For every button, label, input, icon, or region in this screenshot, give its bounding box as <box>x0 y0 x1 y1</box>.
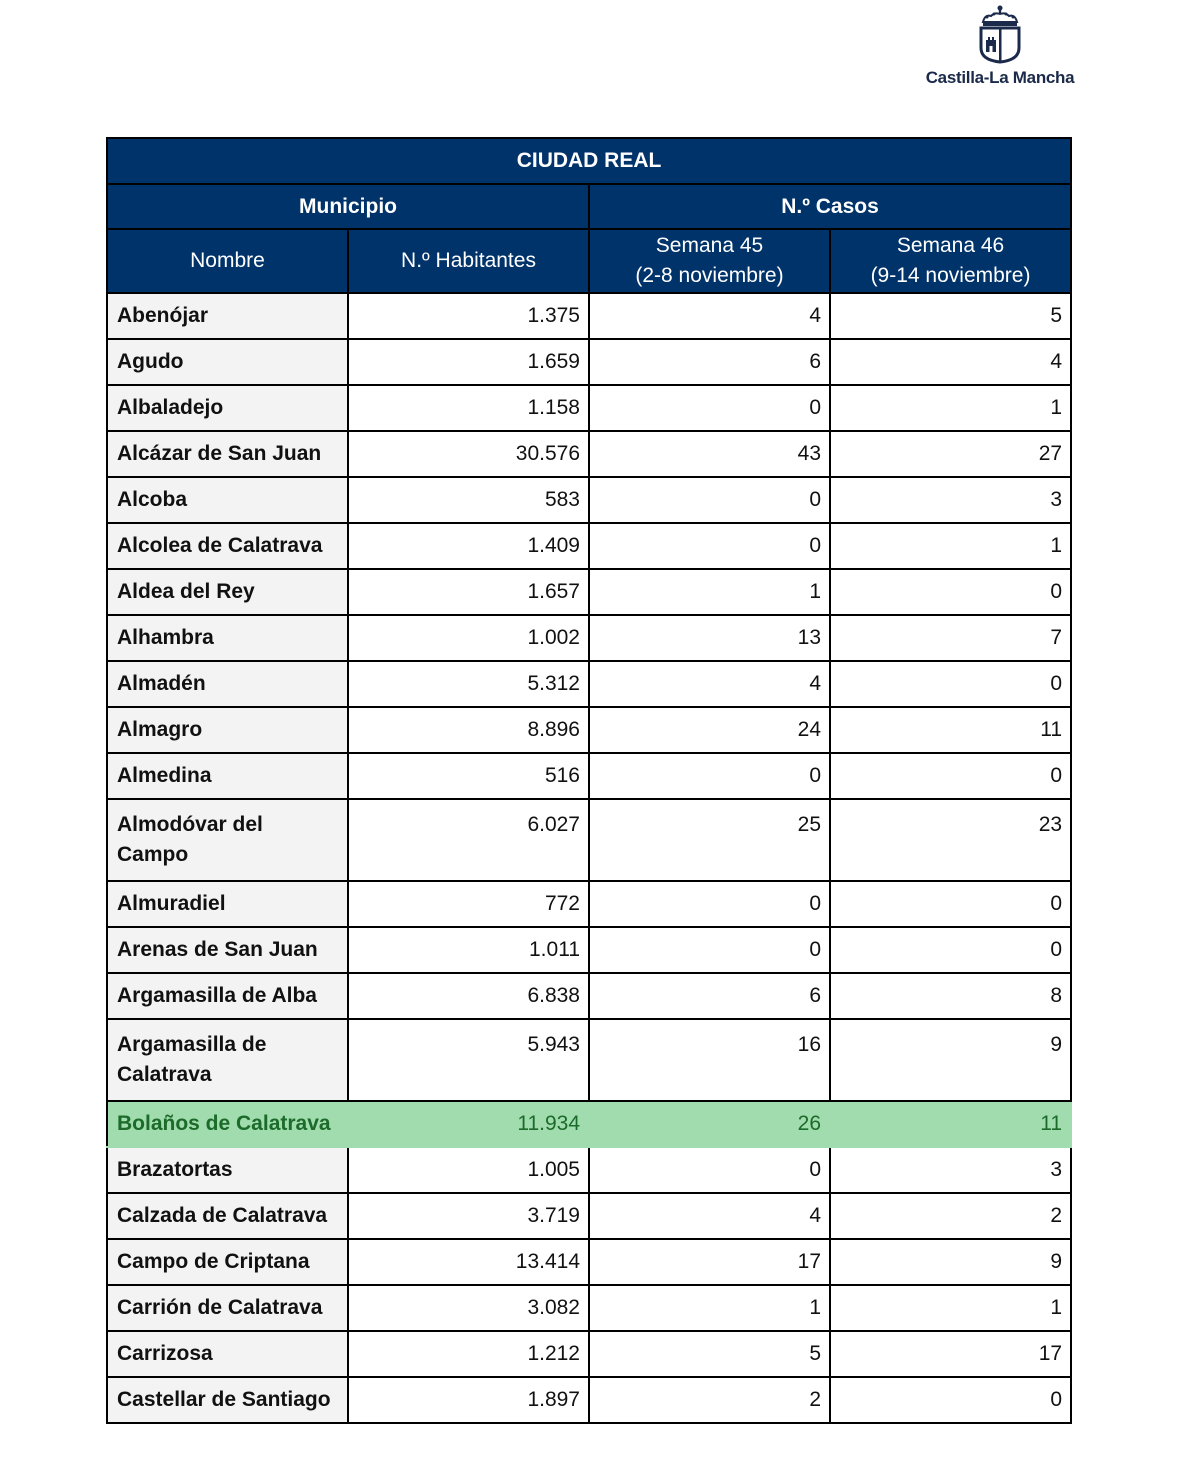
table-row <box>107 1239 1071 1285</box>
semana45-cases-cell: 25 <box>589 799 830 881</box>
semana45-column-header <box>589 229 830 293</box>
habitantes-cell: 1.158 <box>348 385 589 431</box>
semana46-cases-cell: 17 <box>830 1331 1071 1377</box>
semana46-cases-cell: 27 <box>830 431 1071 477</box>
municipio-name-cell: Castellar de Santiago <box>107 1377 348 1423</box>
semana45-cases-cell: 2 <box>589 1377 830 1423</box>
semana45-cases-cell: 0 <box>589 523 830 569</box>
semana45-cases-cell: 6 <box>589 339 830 385</box>
habitantes-cell: 772 <box>348 881 589 927</box>
table-row <box>107 973 1071 1019</box>
nombre-column-header: Nombre <box>107 229 348 293</box>
municipio-name-cell: Almagro <box>107 707 348 753</box>
logo-text: Castilla-La Mancha <box>925 68 1075 87</box>
table-body <box>107 293 1071 1423</box>
habitantes-cell: 5.312 <box>348 661 589 707</box>
semana46-cases-cell: 1 <box>830 523 1071 569</box>
semana46-cases-cell: 4 <box>830 339 1071 385</box>
semana45-cases-cell: 24 <box>589 707 830 753</box>
semana46-cases-cell: 0 <box>830 661 1071 707</box>
habitantes-cell: 5.943 <box>348 1019 589 1101</box>
semana46-cases-cell: 0 <box>830 569 1071 615</box>
municipio-name-cell: Almedina <box>107 753 348 799</box>
table-row <box>107 799 1071 881</box>
municipio-name-cell: Carrizosa <box>107 1331 348 1377</box>
semana45-cases-cell: 4 <box>589 293 830 339</box>
municipio-name-cell: Carrión de Calatrava <box>107 1285 348 1331</box>
cases-table-container <box>106 137 1070 1424</box>
table-row <box>107 293 1071 339</box>
habitantes-cell: 1.409 <box>348 523 589 569</box>
habitantes-cell: 1.897 <box>348 1377 589 1423</box>
habitantes-cell: 1.659 <box>348 339 589 385</box>
semana45-cases-cell: 0 <box>589 385 830 431</box>
habitantes-cell: 583 <box>348 477 589 523</box>
table-row <box>107 385 1071 431</box>
semana45-cases-cell: 16 <box>589 1019 830 1101</box>
table-row <box>107 753 1071 799</box>
table-row <box>107 477 1071 523</box>
municipio-name-cell: Alhambra <box>107 615 348 661</box>
habitantes-cell: 516 <box>348 753 589 799</box>
table-row <box>107 1377 1071 1423</box>
semana46-cases-cell: 0 <box>830 927 1071 973</box>
semana46-cases-cell: 9 <box>830 1019 1071 1101</box>
semana46-cases-cell: 9 <box>830 1239 1071 1285</box>
table-row <box>107 523 1071 569</box>
table-row <box>107 569 1071 615</box>
table-row <box>107 707 1071 753</box>
habitantes-cell: 11.934 <box>348 1101 589 1147</box>
habitantes-cell: 1.657 <box>348 569 589 615</box>
semana46-cases-cell: 3 <box>830 1147 1071 1193</box>
table-row <box>107 615 1071 661</box>
cases-table <box>106 137 1072 1424</box>
semana45-cases-cell: 0 <box>589 753 830 799</box>
municipio-name-cell: Alcoba <box>107 477 348 523</box>
semana45-cases-cell: 0 <box>589 927 830 973</box>
municipio-name-cell: Argamasilla de Alba <box>107 973 348 1019</box>
municipio-name-cell: Arenas de San Juan <box>107 927 348 973</box>
table-row <box>107 881 1071 927</box>
habitantes-cell: 1.011 <box>348 927 589 973</box>
municipio-name-cell: Campo de Criptana <box>107 1239 348 1285</box>
semana45-cases-cell: 4 <box>589 1193 830 1239</box>
municipio-group-header: Municipio <box>107 184 589 229</box>
semana45-cases-cell: 1 <box>589 569 830 615</box>
habitantes-cell: 3.082 <box>348 1285 589 1331</box>
table-row <box>107 339 1071 385</box>
semana46-cases-cell: 3 <box>830 477 1071 523</box>
habitantes-cell: 1.005 <box>348 1147 589 1193</box>
table-row <box>107 1193 1071 1239</box>
semana46-label: Semana 46 <box>896 234 1005 257</box>
municipio-name-cell: Calzada de Calatrava <box>107 1193 348 1239</box>
semana46-cases-cell: 0 <box>830 1377 1071 1423</box>
semana46-cases-cell: 0 <box>830 881 1071 927</box>
municipio-name-cell: Almadén <box>107 661 348 707</box>
municipio-name-cell: Agudo <box>107 339 348 385</box>
semana45-cases-cell: 17 <box>589 1239 830 1285</box>
table-row <box>107 431 1071 477</box>
semana45-cases-cell: 1 <box>589 1285 830 1331</box>
semana46-cases-cell: 23 <box>830 799 1071 881</box>
municipio-name-cell: Almuradiel <box>107 881 348 927</box>
semana45-cases-cell: 0 <box>589 477 830 523</box>
semana46-cases-cell: 11 <box>830 1101 1071 1147</box>
table-row <box>107 1019 1071 1101</box>
municipio-name-cell: Albaladejo <box>107 385 348 431</box>
semana46-cases-cell: 8 <box>830 973 1071 1019</box>
semana46-cases-cell: 11 <box>830 707 1071 753</box>
municipio-name-cell: Aldea del Rey <box>107 569 348 615</box>
habitantes-cell: 1.375 <box>348 293 589 339</box>
semana46-cases-cell: 7 <box>830 615 1071 661</box>
table-row <box>107 1331 1071 1377</box>
castle-crown-icon <box>975 4 1025 64</box>
semana46-cases-cell: 1 <box>830 1285 1071 1331</box>
habitantes-cell: 3.719 <box>348 1193 589 1239</box>
table-row <box>107 1101 1071 1147</box>
table-row <box>107 661 1071 707</box>
semana45-dates: (2-8 noviembre) <box>635 264 784 287</box>
municipio-name-cell: Alcázar de San Juan <box>107 431 348 477</box>
table-row <box>107 1147 1071 1193</box>
municipio-name-cell: Abenójar <box>107 293 348 339</box>
habitantes-column-header: N.º Habitantes <box>348 229 589 293</box>
habitantes-cell: 8.896 <box>348 707 589 753</box>
semana45-cases-cell: 43 <box>589 431 830 477</box>
habitantes-cell: 6.027 <box>348 799 589 881</box>
semana45-cases-cell: 4 <box>589 661 830 707</box>
semana46-dates: (9-14 noviembre) <box>870 264 1031 287</box>
semana46-cases-cell: 2 <box>830 1193 1071 1239</box>
semana46-column-header <box>830 229 1071 293</box>
semana45-cases-cell: 0 <box>589 1147 830 1193</box>
table-row <box>107 927 1071 973</box>
habitantes-cell: 13.414 <box>348 1239 589 1285</box>
semana45-cases-cell: 13 <box>589 615 830 661</box>
semana46-cases-cell: 5 <box>830 293 1071 339</box>
habitantes-cell: 30.576 <box>348 431 589 477</box>
municipio-name-cell: Brazatortas <box>107 1147 348 1193</box>
municipio-name-cell: Almodóvar del Campo <box>107 799 348 881</box>
habitantes-cell: 1.002 <box>348 615 589 661</box>
semana46-cases-cell: 1 <box>830 385 1071 431</box>
casos-group-header: N.º Casos <box>589 184 1071 229</box>
municipio-name-cell: Alcolea de Calatrava <box>107 523 348 569</box>
province-header: CIUDAD REAL <box>107 138 1071 184</box>
table-row <box>107 1285 1071 1331</box>
habitantes-cell: 6.838 <box>348 973 589 1019</box>
semana45-cases-cell: 26 <box>589 1101 830 1147</box>
municipio-name-cell: Bolaños de Calatrava <box>107 1101 348 1147</box>
semana45-label: Semana 45 <box>655 234 764 257</box>
semana45-cases-cell: 6 <box>589 973 830 1019</box>
habitantes-cell: 1.212 <box>348 1331 589 1377</box>
castilla-la-mancha-logo <box>920 4 1080 100</box>
semana45-cases-cell: 0 <box>589 881 830 927</box>
semana45-cases-cell: 5 <box>589 1331 830 1377</box>
semana46-cases-cell: 0 <box>830 753 1071 799</box>
municipio-name-cell: Argamasilla de Calatrava <box>107 1019 348 1101</box>
